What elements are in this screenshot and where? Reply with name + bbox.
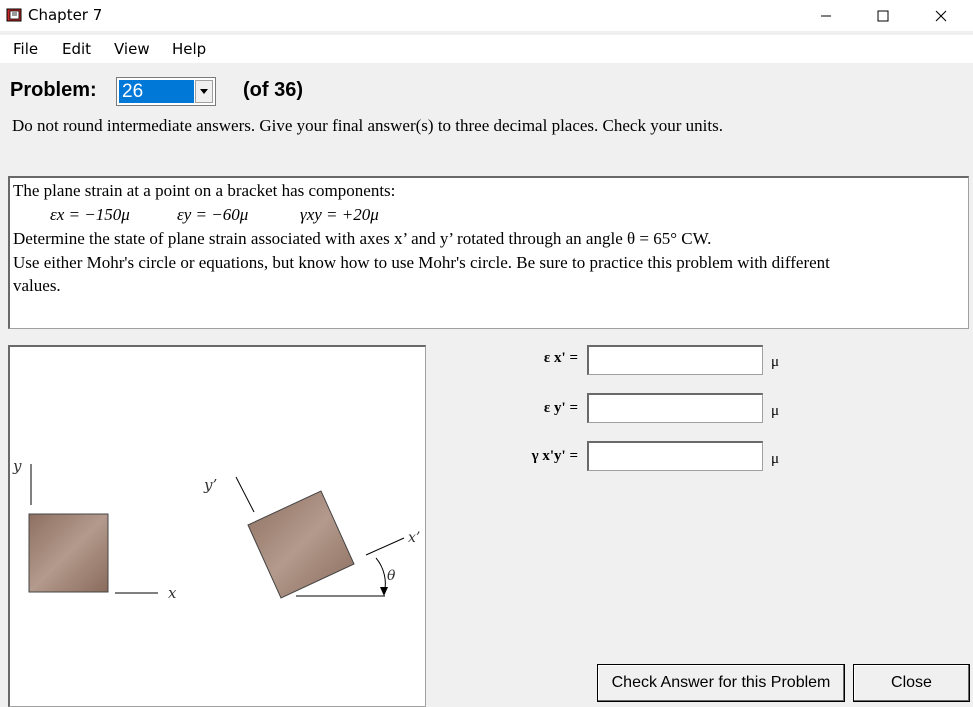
minimize-button[interactable] (803, 0, 849, 31)
maximize-button[interactable] (860, 0, 906, 31)
answer-input-gxy[interactable] (587, 441, 763, 471)
statement-line-4: Use either Mohr's circle or equations, but know how to use Mohr's circle. Be sure to practice this problem with different (13, 253, 830, 272)
xprime-axis-line (366, 538, 404, 555)
angle-arrowhead (380, 587, 388, 596)
check-answer-button[interactable]: Check Answer for this Problem (597, 664, 845, 702)
problem-count: (of 36) (243, 79, 303, 101)
menu-bar (0, 35, 973, 63)
yprime-axis-line (236, 477, 254, 512)
menu-edit[interactable]: Edit (62, 40, 92, 58)
strain-ex: εx = −150μ (50, 205, 130, 224)
figure-panel (8, 345, 426, 707)
book-icon (6, 7, 23, 23)
title-bar (0, 0, 973, 31)
y-axis-label: y (13, 457, 22, 475)
strain-gxy: γxy = +20μ (300, 205, 379, 224)
close-window-button[interactable] (918, 0, 964, 31)
answer-unit-ey: μ (771, 403, 780, 419)
chevron-down-icon (200, 89, 208, 94)
problem-selected-value[interactable]: 26 (119, 80, 194, 103)
instructions: Do not round intermediate answers. Give your final answer(s) to three decimal places. Check your units. (12, 116, 723, 135)
minimize-icon (820, 10, 832, 22)
answer-label-ey: ε y' = (543, 400, 578, 416)
maximize-icon (877, 10, 889, 22)
answer-unit-gxy: μ (771, 451, 780, 467)
yprime-axis-label: y’ (204, 476, 218, 494)
answer-input-ey[interactable] (587, 393, 763, 423)
rotated-element (248, 491, 354, 598)
theta-label: θ (387, 568, 396, 584)
menu-help[interactable]: Help (172, 40, 207, 58)
strain-ey: εy = −60μ (177, 205, 249, 224)
xprime-axis-label: x’ (408, 530, 421, 546)
answer-label-ex: ε x' = (543, 350, 578, 366)
window-title: Chapter 7 (28, 6, 103, 24)
statement-line-3: Determine the state of plane strain associated with axes x’ and y’ rotated through an angle θ = 65° CW. (13, 229, 712, 248)
answer-label-gxy: γ x'y' = (531, 448, 578, 464)
problem-select[interactable] (116, 77, 216, 106)
strain-element-figure (10, 347, 424, 705)
close-button[interactable]: Close (853, 664, 970, 702)
close-icon (935, 10, 947, 22)
answer-input-ex[interactable] (587, 345, 763, 375)
statement-line-1: The plane strain at a point on a bracket has components: (13, 181, 396, 200)
original-element (29, 514, 108, 592)
menu-file[interactable]: File (13, 40, 39, 58)
menu-view[interactable]: View (114, 40, 150, 58)
dropdown-button[interactable] (195, 80, 213, 103)
x-axis-label: x (168, 584, 177, 602)
answer-unit-ex: μ (771, 354, 780, 370)
statement-line-5: values. (13, 276, 61, 295)
problem-label: Problem: (10, 79, 97, 101)
problem-statement (8, 176, 969, 329)
